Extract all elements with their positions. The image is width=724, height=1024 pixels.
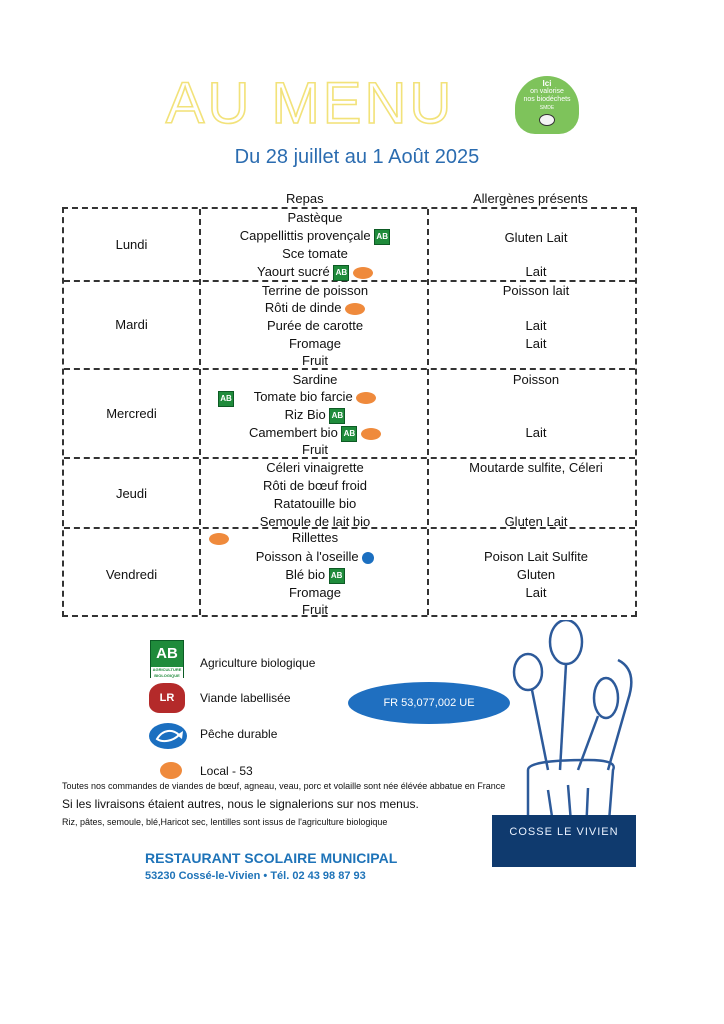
dish: Rillettes <box>291 530 339 545</box>
note-meat-origin: Toutes nos commandes de viandes de bœuf, agneau, veau, porc et volaille sont née élévée abbatue en France <box>62 781 506 791</box>
day-label: Mardi <box>115 317 148 332</box>
dish: Semoule de lait bio <box>259 514 371 529</box>
date-range <box>0 146 724 169</box>
biodechets-badge <box>515 76 579 134</box>
allergen: Gluten <box>516 567 556 582</box>
dish-text: Poisson à l'oseille <box>255 549 359 564</box>
dish: Fromage <box>288 336 342 351</box>
allergen: Poisson <box>512 372 560 387</box>
ab-organic-icon: AB <box>218 391 234 407</box>
dish: Fromage <box>288 585 342 600</box>
town-logo: COSSE LE VIVIEN <box>492 815 636 867</box>
dish: Sce tomate <box>282 246 348 261</box>
dish <box>201 567 429 584</box>
sanitary-code-badge: FR 53,077,002 UE <box>348 682 510 724</box>
day-label: Lundi <box>115 237 148 252</box>
legend-local: Local - 53 <box>200 764 253 778</box>
allergen: Poison Lait Sulfite <box>483 549 589 564</box>
dish: Ratatouille bio <box>273 496 357 511</box>
allergen: Lait <box>525 585 547 600</box>
dish: Terrine de poisson <box>261 283 369 298</box>
local-icon <box>356 392 376 404</box>
dish-text: Cappellittis provençale <box>239 228 371 243</box>
dish-text: Yaourt sucré <box>257 264 330 279</box>
badge-line: SMDE <box>539 105 555 111</box>
dish <box>201 389 429 404</box>
ab-organic-icon: AB <box>374 229 390 245</box>
dish: Purée de carotte <box>266 318 364 333</box>
dish: Céleri vinaigrette <box>266 460 364 475</box>
day-label: Jeudi <box>115 486 148 501</box>
dish: Rôti de bœuf froid <box>262 478 368 493</box>
legend-peche: Pêche durable <box>200 727 278 741</box>
dish: Fruit <box>302 353 328 368</box>
badge-line: nos biodéchets <box>523 96 571 103</box>
ab-organic-icon: AB <box>333 265 349 281</box>
dish-text: Riz Bio <box>284 407 326 422</box>
row-divider <box>64 368 635 370</box>
col-header-allergens: Allergènes présents <box>473 191 588 206</box>
dish: Pastèque <box>287 210 343 225</box>
local-icon <box>353 267 373 279</box>
day-label: Mercredi <box>106 406 157 421</box>
ab-mark-text: AB <box>156 645 178 662</box>
dish <box>201 300 429 315</box>
date-range-text: Du 28 juillet au 1 Août 2025 <box>234 146 480 168</box>
dish-text: Tomate bio farcie <box>253 389 353 404</box>
badge-line: on valorise <box>530 88 564 95</box>
ab-organic-icon: AB <box>329 568 345 584</box>
legend-bio: Agriculture biologique <box>200 656 316 670</box>
allergen: Lait <box>525 336 547 351</box>
allergen: Lait <box>525 318 547 333</box>
msc-icon <box>362 552 374 564</box>
label-rouge-icon: LR <box>149 683 185 713</box>
dish <box>201 264 429 281</box>
allergen: Gluten Lait <box>504 230 568 245</box>
page-title: AU MENU <box>165 71 455 136</box>
col-header-repas: Repas <box>286 191 324 206</box>
menu-table <box>62 207 637 617</box>
ab-organic-icon: AB <box>329 408 345 424</box>
row-divider <box>64 457 635 459</box>
bin-icon <box>539 114 555 126</box>
dish <box>201 549 429 564</box>
local-icon <box>345 303 365 315</box>
note-bio-products: Riz, pâtes, semoule, blé,Haricot sec, lentilles sont issus de l'agriculture biologique <box>62 817 388 827</box>
allergen: Lait <box>525 264 547 279</box>
legend-label: Viande labellisée <box>200 691 291 705</box>
ab-small-text: AGRICULTURE BIOLOGIQUE <box>152 667 182 678</box>
dish-text: Rôti de dinde <box>264 300 342 315</box>
restaurant-address: 53230 Cossé-le-Vivien • Tél. 02 43 98 87 93 <box>145 870 366 882</box>
allergen: Poisson lait <box>502 283 570 298</box>
allergen: Lait <box>525 425 547 440</box>
ab-organic-icon <box>150 640 184 678</box>
dish <box>201 407 429 424</box>
allergen: Moutarde sulfite, Céleri <box>469 460 603 475</box>
note-deliveries: Si les livraisons étaient autres, nous le signalerions sur nos menus. <box>62 797 419 811</box>
dish-text: Camembert bio <box>248 425 338 440</box>
local-icon <box>361 428 381 440</box>
msc-fish-icon <box>149 723 187 749</box>
ab-organic-icon: AB <box>341 426 357 442</box>
dish <box>201 228 429 245</box>
allergen: Gluten Lait <box>504 514 568 529</box>
dish-text: Blé bio <box>285 567 326 582</box>
restaurant-name: RESTAURANT SCOLAIRE MUNICIPAL <box>145 850 398 866</box>
dish <box>201 425 429 442</box>
dish: Fruit <box>302 602 328 617</box>
day-label: Vendredi <box>105 567 158 582</box>
badge-line: Ici <box>542 79 552 88</box>
local-icon <box>160 762 182 779</box>
dish: Fruit <box>302 442 328 457</box>
dish: Sardine <box>292 372 338 387</box>
